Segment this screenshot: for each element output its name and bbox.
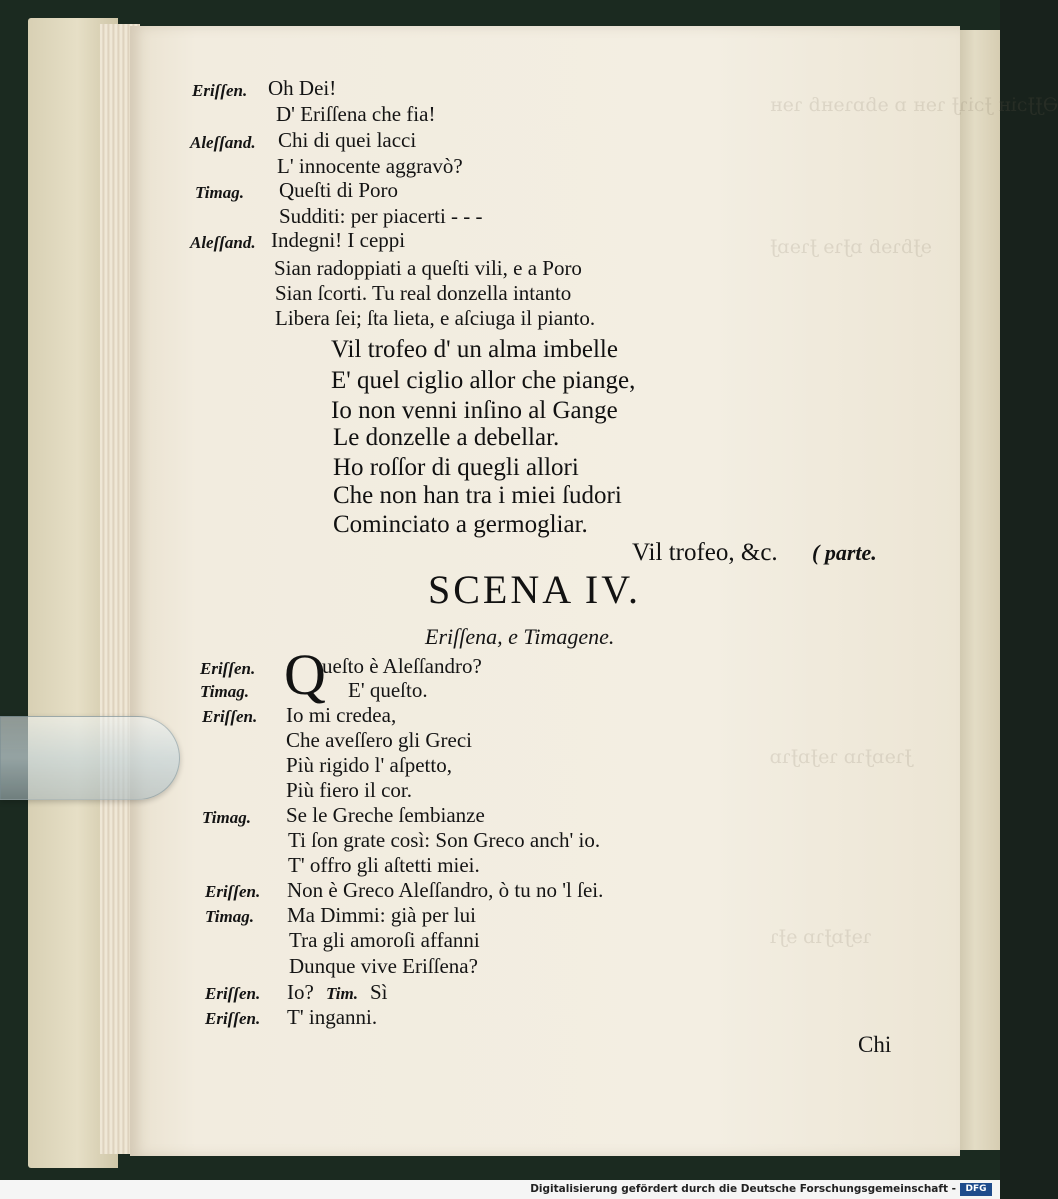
dialogue-line: Sudditi: per piacerti - - - — [279, 204, 483, 228]
drop-cap: Q — [284, 642, 326, 707]
aria-line: Vil trofeo d' un alma imbelle — [331, 336, 618, 363]
aria-line: Ho roſſor di quegli allori — [333, 454, 579, 481]
dialogue-line: Tra gli amoroſi affanni — [289, 928, 480, 952]
dialogue-line: D' Eriſſena che fia! — [276, 102, 436, 126]
dialogue-line: Più fiero il cor. — [286, 778, 412, 802]
dialogue-line: Chi di quei lacci — [278, 128, 417, 152]
speaker-label: Eriſſen. — [200, 659, 256, 678]
dialogue-line: Indegni! I ceppi — [271, 228, 406, 252]
catchword: Chi — [858, 1032, 892, 1057]
dialogue-line: T' offro gli aſtetti miei. — [288, 853, 480, 877]
speaker-label: Aleſſand. — [190, 133, 256, 152]
dialogue-line: Libera ſei; ſta lieta, e aſciuga il pianto. — [275, 306, 596, 330]
bleed-through: ɘɈɓɿɘɓ ɒɈɿɘ ɈɿɘɒɈ — [770, 236, 932, 258]
aria-line: E' quel ciglio allor che piange, — [331, 367, 636, 394]
speaker-label: Aleſſand. — [190, 233, 256, 252]
dialogue-line: Ma Dimmi: già per lui — [287, 903, 476, 927]
dialogue-line: ueſto è Aleſſandro? — [322, 654, 482, 678]
bleed-through: ɈɿɘɒɈɿɒ ɿɘɈɒɈɿɒ — [770, 746, 913, 768]
dialogue-line: Dunque vive Eriſſena? — [289, 954, 478, 978]
aria-line: Le donzelle a debellar. — [333, 424, 560, 451]
dialogue-line: Che aveſſero gli Greci — [286, 728, 473, 752]
dialogue-line: Ti ſon grate così: Son Greco anch' io. — [288, 828, 601, 852]
dialogue-line: Sian ſcorti. Tu real donzella intanto — [275, 281, 572, 305]
aria-da-capo: Vil trofeo, &c. — [632, 539, 778, 566]
dialogue-line: Io? — [287, 980, 314, 1004]
speaker-label: Timag. — [195, 183, 244, 202]
speaker-label: Eriſſen. — [205, 1009, 261, 1028]
plastic-page-clip — [0, 716, 180, 800]
scene-characters: Eriſſena, e Timagene. — [425, 624, 615, 649]
dialogue-line: Se le Greche ſembianze — [286, 803, 485, 827]
speaker-label: Eriſſen. — [205, 984, 261, 1003]
book-cover-right — [958, 30, 1000, 1150]
dialogue-line: Sian radoppiati a queſti vili, e a Poro — [274, 256, 582, 280]
speaker-label: Timag. — [200, 682, 249, 701]
dialogue-line: Queſti di Poro — [279, 178, 398, 202]
bleed-through: ӘɈɈɔiʜ ɈɔiɿɈ ɿɘʜ ɒ ɘɓɒɿɘʜɓ ɿɘʜ — [770, 94, 1058, 116]
speaker-label: Eriſſen. — [205, 882, 261, 901]
inline-speaker-label: Tim. — [326, 984, 358, 1003]
speaker-label: Timag. — [202, 808, 251, 827]
dialogue-line: T' inganni. — [287, 1005, 378, 1029]
scene-title: SCENA IV. — [428, 567, 641, 612]
dialogue-line: Sì — [370, 980, 388, 1004]
dialogue-line: L' innocente aggravò? — [277, 154, 463, 178]
dialogue-line: E' queſto. — [348, 678, 428, 702]
dialogue-line: Io mi credea, — [286, 703, 397, 727]
aria-line: Cominciato a germogliar. — [333, 511, 588, 538]
dialogue-line: Oh Dei! — [268, 76, 337, 100]
speaker-label: Eriſſen. — [202, 707, 258, 726]
aria-line: Che non han tra i miei ſudori — [333, 482, 622, 509]
dialogue-line: Non è Greco Aleſſandro, ò tu no 'l ſei. — [287, 878, 604, 902]
dialogue-line: Più rigido l' aſpetto, — [286, 753, 452, 777]
speaker-label: Timag. — [205, 907, 254, 926]
aria-line: Io non venni inſino al Gange — [331, 397, 618, 424]
speaker-label: Eriſſen. — [192, 81, 248, 100]
dfg-logo: DFG — [960, 1183, 992, 1196]
stage-direction: ( parte. — [812, 540, 877, 565]
bleed-through: ɿɘɈɒɈɿɒ ɘɈɿ — [770, 926, 872, 948]
footer-bar — [0, 1180, 1000, 1199]
footer-credit: Digitalisierung gefördert durch die Deutsche Forschungsgemeinschaft - — [530, 1183, 956, 1195]
